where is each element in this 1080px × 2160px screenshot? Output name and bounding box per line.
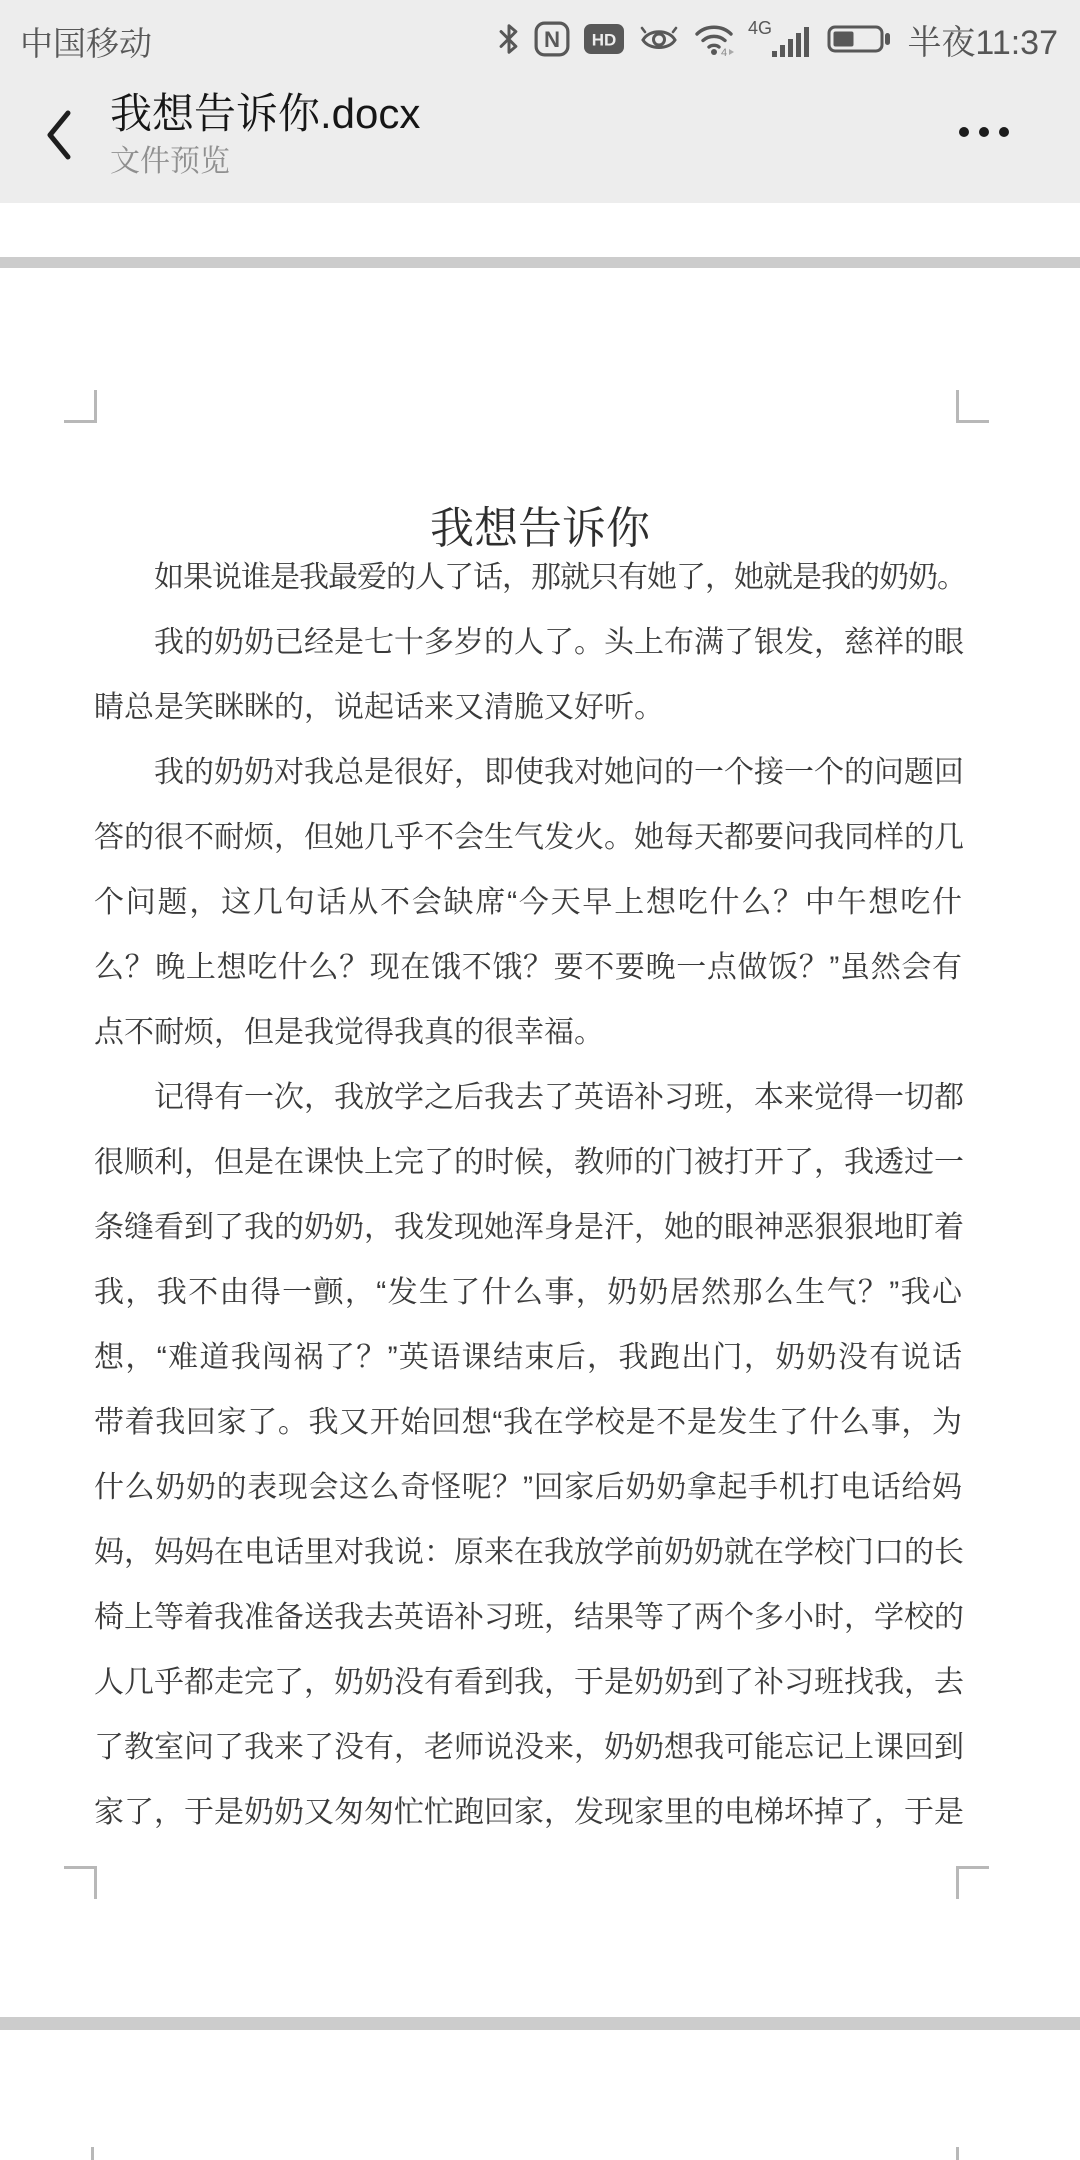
page2-crop-mark-right-icon	[956, 2147, 959, 2160]
wifi-icon	[693, 21, 735, 57]
page-bottom-separator	[0, 2017, 1080, 2030]
doc-line: 很顺利，但是在课快上完了的时候，教师的门被打开了，我透过一	[94, 1146, 964, 1179]
more-menu-button[interactable]	[952, 112, 1016, 152]
crop-mark-top-right-icon	[956, 390, 989, 423]
page-top-separator	[0, 257, 1080, 268]
nfc-letter: N	[544, 26, 561, 52]
nfc-icon	[534, 21, 570, 57]
more-dot-icon	[959, 127, 969, 137]
more-dot-icon	[999, 127, 1009, 137]
battery-icon	[827, 22, 891, 56]
top-chrome	[0, 0, 1080, 203]
back-button[interactable]	[30, 100, 86, 170]
doc-line: 椅上等着我准备送我去英语补习班，结果等了两个多小时，学校的	[94, 1601, 964, 1634]
doc-line: 我的奶奶已经是七十多岁的人了。头上布满了银发，慈祥的眼	[154, 626, 964, 659]
page2-crop-mark-left-icon	[91, 2147, 94, 2160]
doc-line: 我，我不由得一颤，“发生了什么事，奶奶居然那么生气？”我心	[94, 1276, 962, 1309]
clock-label: 半夜11:37	[907, 23, 1058, 62]
doc-line: 妈，妈妈在电话里对我说：原来在我放学前奶奶就在学校门口的长	[94, 1536, 964, 1569]
doc-line: 我的奶奶对我总是很好，即使我对她问的一个接一个的问题回	[154, 756, 964, 789]
doc-line: 睛总是笑眯眯的，说起话来又清脆又好听。	[94, 691, 664, 724]
doc-line: 点不耐烦，但是我觉得我真的很幸福。	[94, 1016, 604, 1049]
bluetooth-icon	[497, 21, 521, 57]
file-title: 我想告诉你.docx	[110, 90, 421, 137]
document-title: 我想告诉你	[430, 504, 650, 553]
hd-letters: HD	[592, 30, 617, 50]
back-chevron-icon	[40, 107, 76, 163]
network-type-label: 4G	[748, 18, 773, 38]
doc-line: 什么奶奶的表现会这么奇怪呢？”回家后奶奶拿起手机打电话给妈	[94, 1471, 962, 1504]
carrier-label: 中国移动	[20, 25, 152, 62]
status-icon-tray	[497, 0, 1058, 78]
hd-icon	[583, 23, 625, 55]
crop-mark-top-left-icon	[64, 390, 97, 423]
doc-line: 个问题，这几句话从不会缺席“今天早上想吃什么？中午想吃什	[94, 886, 962, 919]
eye-comfort-icon	[638, 22, 680, 56]
doc-line: 带着我回家了。我又开始回想“我在学校是不是发生了什么事，为	[94, 1406, 962, 1439]
header-text-block	[110, 88, 420, 182]
signal-bars-icon	[748, 18, 814, 60]
more-dot-icon	[979, 127, 989, 137]
doc-line: 么？晚上想吃什么？现在饿不饿？要不要晚一点做饭？”虽然会有	[94, 951, 962, 984]
crop-mark-bottom-right-icon	[956, 1866, 989, 1899]
doc-line: 答的很不耐烦，但她几乎不会生气发火。她每天都要问我同样的几	[94, 821, 964, 854]
document-preview-scroll-area[interactable]	[0, 203, 1080, 2160]
wifi-sub-label: 4	[721, 47, 728, 57]
doc-line: 了教室问了我来了没有，老师说没来，奶奶想我可能忘记上课回到	[94, 1731, 964, 1764]
doc-line: 记得有一次，我放学之后我去了英语补习班，本来觉得一切都	[154, 1081, 964, 1114]
doc-line: 人几乎都走完了，奶奶没有看到我，于是奶奶到了补习班找我，去	[94, 1666, 964, 1699]
doc-line: 家了，于是奶奶又匆匆忙忙跑回家，发现家里的电梯坏掉了，于是	[94, 1796, 964, 1829]
crop-mark-bottom-left-icon	[64, 1866, 97, 1899]
doc-line: 想，“难道我闯祸了？”英语课结束后，我跑出门，奶奶没有说话	[94, 1341, 962, 1374]
document-body	[94, 545, 966, 1845]
file-preview-subtitle: 文件预览	[110, 145, 230, 178]
doc-line: 条缝看到了我的奶奶，我发现她浑身是汗，她的眼神恶狠狠地盯着	[94, 1211, 964, 1244]
doc-line: 如果说谁是我最爱的人了话，那就只有她了，她就是我的奶奶。	[154, 561, 966, 594]
